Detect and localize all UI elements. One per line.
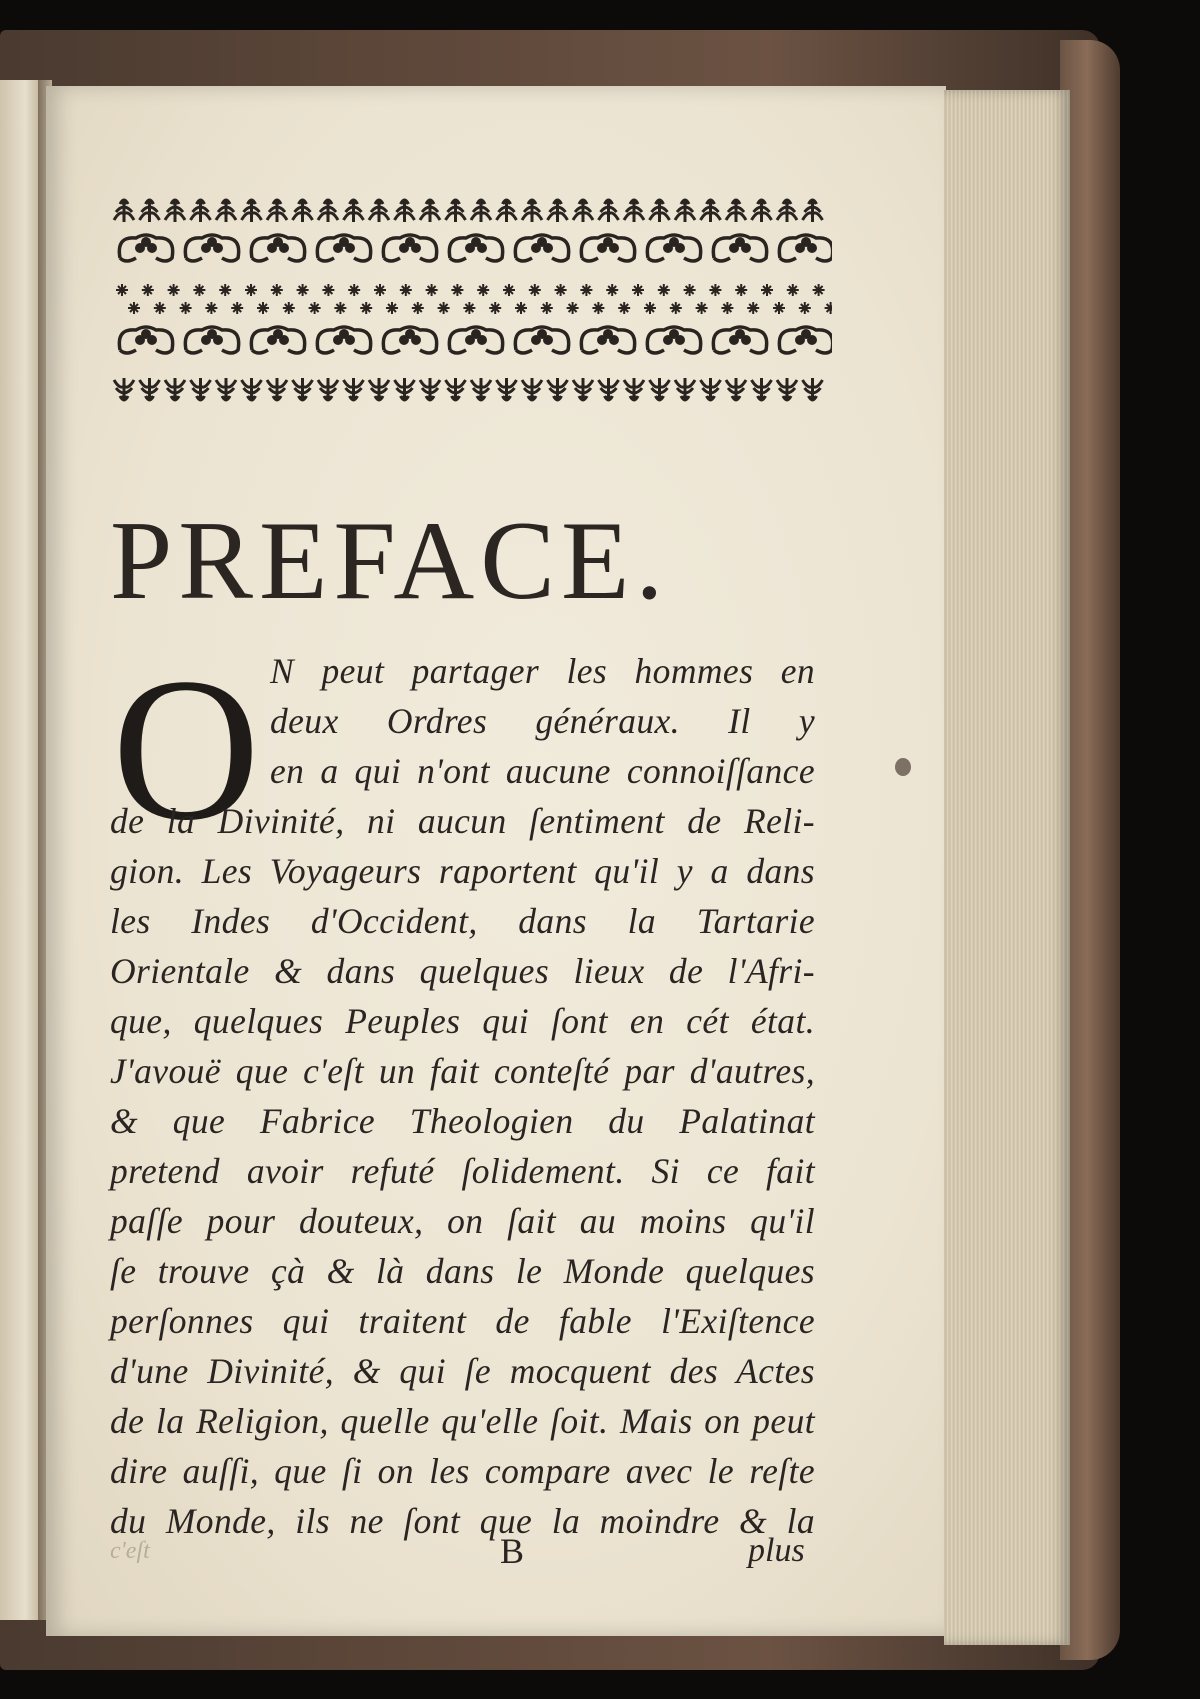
ornament-star — [142, 284, 154, 296]
ornament-sprig — [599, 199, 619, 222]
ornament-sprig — [701, 199, 721, 222]
ornament-sprig — [675, 199, 695, 222]
page-fore-edge — [944, 90, 1070, 1645]
ornament-star — [489, 302, 501, 314]
ornament-star — [541, 302, 553, 314]
text-line: ſe trouve çà & là dans le Monde quelques — [110, 1251, 815, 1291]
ornament-sprig — [624, 199, 644, 222]
text-line: N peut partager les hommes en — [270, 651, 815, 691]
ornament-sprig — [267, 378, 287, 401]
ornament-sprig — [191, 199, 211, 222]
ornament-sprig — [522, 378, 542, 401]
text-line: paſſe pour douteux, on ſait au moins qu'il — [110, 1201, 815, 1241]
text-line: les Indes d'Occident, dans la Tartarie — [110, 901, 815, 941]
ornament-star — [309, 302, 321, 314]
ornament-scroll — [647, 235, 700, 261]
ornament-star — [168, 284, 180, 296]
ornament-star — [696, 302, 708, 314]
ornament-scroll — [251, 327, 304, 353]
ornament-sprig — [726, 199, 746, 222]
text-line: Orientale & dans quelques lieux de l'Afri- — [110, 951, 815, 991]
ornament-sprig — [395, 378, 415, 401]
ornament-sprig — [395, 199, 415, 222]
ornament-star — [515, 302, 527, 314]
ink-spot — [895, 758, 911, 776]
ornament-scroll — [383, 235, 436, 261]
text-line: gion. Les Voyageurs raportent qu'il y a dans — [110, 851, 815, 891]
page-title: PREFACE. — [110, 499, 670, 623]
ornament-star — [245, 284, 257, 296]
ornament-sprig — [497, 199, 517, 222]
ornament-sprig — [114, 378, 134, 401]
ornament-star — [374, 284, 386, 296]
signature-mark: B — [500, 1531, 525, 1571]
ornament-sprig — [471, 378, 491, 401]
facing-page-strip — [0, 80, 42, 1620]
ornament-sprig — [293, 378, 313, 401]
text-line: de la Religion, quelle qu'elle ſoit. Mais on peut — [110, 1401, 815, 1441]
ornament-sprig — [114, 199, 134, 222]
ornament-sprig — [140, 199, 160, 222]
ornament-star — [128, 302, 140, 314]
ornament-sprig — [344, 199, 364, 222]
ornament-star — [670, 302, 682, 314]
ornament-scroll — [779, 327, 832, 353]
ornament-star — [400, 284, 412, 296]
ornament-sprig — [446, 199, 466, 222]
ornament-star — [205, 302, 217, 314]
ornament-scroll — [449, 235, 502, 261]
ornament-scroll — [119, 235, 172, 261]
ornament-scroll — [317, 235, 370, 261]
ornament-scroll — [779, 235, 832, 261]
ornament-star — [658, 284, 670, 296]
ornament-sprig — [497, 378, 517, 401]
ornament-star — [567, 302, 579, 314]
ornament-star — [632, 284, 644, 296]
ornament-star — [463, 302, 475, 314]
ornament-star — [451, 284, 463, 296]
ornament-star — [438, 302, 450, 314]
ornament-star — [709, 284, 721, 296]
ornament-sprig — [803, 378, 823, 401]
drop-cap: O — [112, 636, 261, 863]
ornament-star — [529, 284, 541, 296]
ornament-star — [360, 302, 372, 314]
ornament-scroll — [647, 327, 700, 353]
ornament-sprig — [369, 199, 389, 222]
ornament-star — [116, 284, 128, 296]
text-line: J'avouë que c'eſt un fait conteſté par d'autres, — [110, 1051, 815, 1091]
ornament-star — [787, 284, 799, 296]
ornament-star — [644, 302, 656, 314]
ornament-sprig — [522, 199, 542, 222]
ornament-sprig — [675, 378, 695, 401]
ornament-sprig — [242, 378, 262, 401]
ornament-sprig — [140, 378, 160, 401]
ornament-sprig — [344, 378, 364, 401]
ornament-sprig — [624, 378, 644, 401]
text-line: perſonnes qui traitent de fable l'Exiſtence — [110, 1301, 815, 1341]
ornament-sprig — [726, 378, 746, 401]
text-line: deux Ordres généraux. Il y — [270, 701, 815, 741]
ornament-scroll — [185, 327, 238, 353]
ornament-sprig — [446, 378, 466, 401]
ornament-sprig — [752, 199, 772, 222]
ornament-star — [386, 302, 398, 314]
ornament-sprig — [573, 199, 593, 222]
ornament-sprig — [803, 199, 823, 222]
ornament-star — [773, 302, 785, 314]
ornament-sprig — [701, 378, 721, 401]
ornament-sprig — [293, 199, 313, 222]
text-line: dire auſſi, que ſi on les compare avec le reſte — [110, 1451, 815, 1491]
ornament-star — [283, 302, 295, 314]
ornament-star — [555, 284, 567, 296]
ornament-star — [180, 302, 192, 314]
ornament-star — [735, 284, 747, 296]
ornament-sprig — [548, 199, 568, 222]
ornament-sprig — [752, 378, 772, 401]
ornament-star — [618, 302, 630, 314]
text-line: en a qui n'ont aucune connoiſſance — [270, 751, 815, 791]
ornament-star — [322, 284, 334, 296]
ornament-scroll — [317, 327, 370, 353]
ornament-sprig — [191, 378, 211, 401]
ornament-scroll — [713, 235, 766, 261]
ornament-star — [231, 302, 243, 314]
ornament-star — [271, 284, 283, 296]
ornament-star — [684, 284, 696, 296]
ornament-scroll — [251, 235, 304, 261]
ornament-sprig — [242, 199, 262, 222]
ornament-star — [592, 302, 604, 314]
ornament-scroll — [383, 327, 436, 353]
ornament-sprig — [420, 378, 440, 401]
ornament-sprig — [548, 378, 568, 401]
ornament-sprig — [599, 378, 619, 401]
margin-note: c'eſt — [110, 1538, 150, 1564]
ornament-sprig — [165, 199, 185, 222]
ornament-sprig — [777, 378, 797, 401]
text-line: que, quelques Peuples qui ſont en cét état. — [110, 1001, 815, 1041]
ornament-star — [503, 284, 515, 296]
ornament-scroll — [581, 327, 634, 353]
ornament-star — [606, 284, 618, 296]
ornament-star — [193, 284, 205, 296]
ornament-sprig — [318, 199, 338, 222]
ornament-star — [348, 284, 360, 296]
ornament-star — [761, 284, 773, 296]
ornament-star — [477, 284, 489, 296]
ornament-sprig — [650, 199, 670, 222]
ornament-sprig — [369, 378, 389, 401]
ornament-star — [219, 284, 231, 296]
ornament-scroll — [185, 235, 238, 261]
ornament-sprig — [471, 199, 491, 222]
ornament-sprig — [216, 378, 236, 401]
ornament-star — [721, 302, 733, 314]
catchword: plus — [748, 1532, 805, 1569]
ornament-scroll — [515, 235, 568, 261]
ornament-star — [747, 302, 759, 314]
ornament-scroll — [581, 235, 634, 261]
ornament-star — [334, 302, 346, 314]
ornament-star — [799, 302, 811, 314]
ornament-star — [426, 284, 438, 296]
ornament-scroll — [713, 327, 766, 353]
ornament-star — [297, 284, 309, 296]
ornament-sprig — [777, 199, 797, 222]
ornament-star — [412, 302, 424, 314]
text-line: d'une Divinité, & qui ſe mocquent des Actes — [110, 1351, 815, 1391]
ornament-star — [813, 284, 825, 296]
text-line: de la Divinité, ni aucun ſentiment de Reli- — [110, 801, 815, 841]
ornament-sprig — [650, 378, 670, 401]
ornament-scroll — [449, 327, 502, 353]
ornament-sprig — [165, 378, 185, 401]
text-line: & que Fabrice Theologien du Palatinat — [110, 1101, 815, 1141]
ornament-sprig — [573, 378, 593, 401]
ornament-scroll — [119, 327, 172, 353]
ornament-sprig — [267, 199, 287, 222]
ornament-star — [257, 302, 269, 314]
ornament-star — [825, 302, 832, 314]
ornament-scroll — [515, 327, 568, 353]
ornament-star — [580, 284, 592, 296]
ornament-sprig — [216, 199, 236, 222]
text-line: pretend avoir refuté ſolidement. Si ce fait — [110, 1151, 815, 1191]
ornament-sprig — [420, 199, 440, 222]
ornament-star — [154, 302, 166, 314]
ornament-sprig — [318, 378, 338, 401]
ornamental-headpiece — [112, 190, 832, 420]
text-line: du Monde, ils ne ſont que la moindre & la — [110, 1501, 815, 1541]
